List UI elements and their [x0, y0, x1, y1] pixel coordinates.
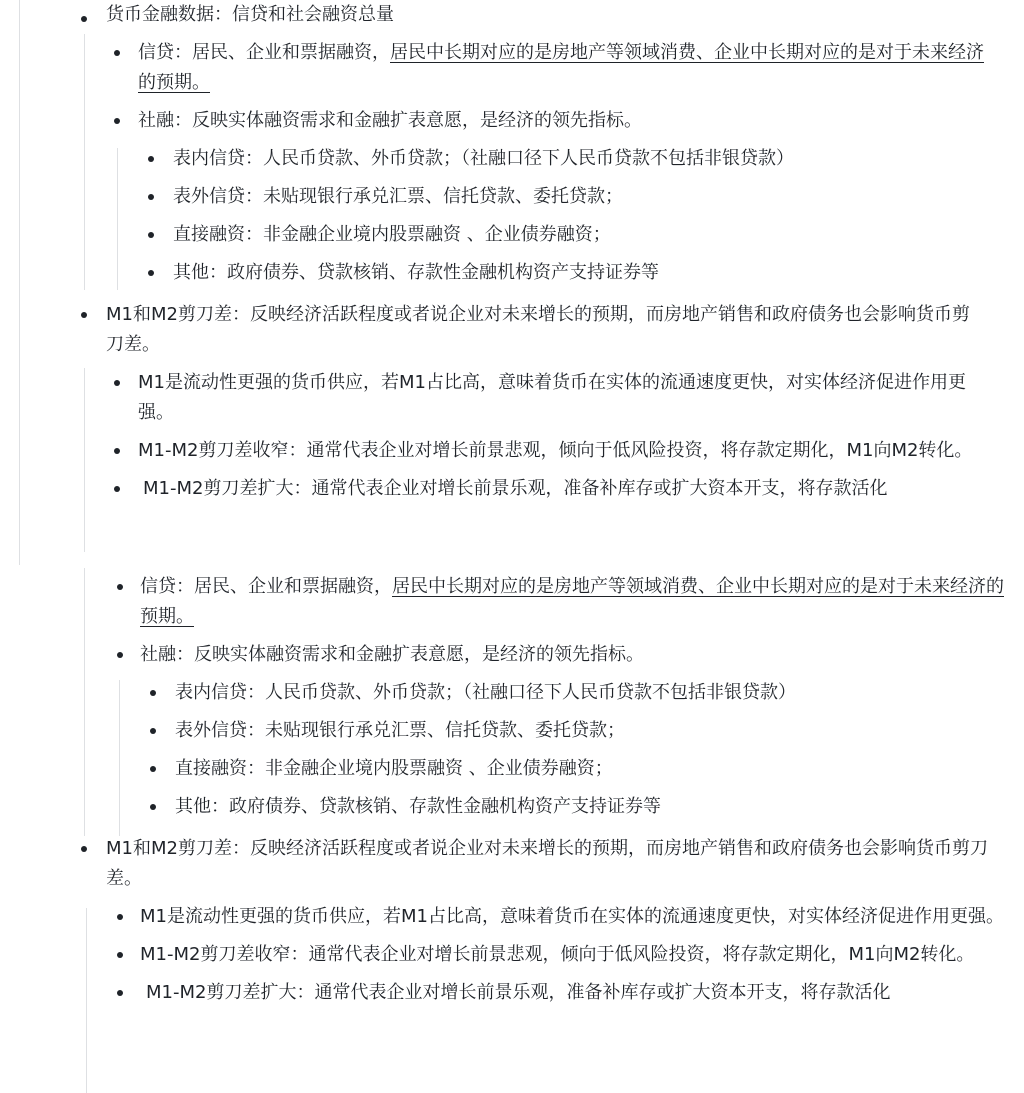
bullet-dot-icon	[150, 766, 156, 772]
list-item-off-balance-credit[interactable]	[0, 178, 1024, 216]
list-item-text: 社融：反映实体融资需求和金融扩表意愿，是经济的领先指标。	[140, 644, 644, 665]
list-item-text: 其他：政府债券、贷款核销、存款性金融机构资产支持证券等	[175, 796, 661, 817]
list-item-spread-narrowing[interactable]	[0, 936, 1024, 974]
list-item-text: M1和M2剪刀差：反映经济活跃程度或者说企业对未来增长的预期，而房地产销售和政府债务也会影响货币剪刀差。	[106, 838, 988, 889]
list-item-off-balance-credit[interactable]	[0, 712, 1024, 750]
list-item-social-financing[interactable]	[0, 636, 1024, 674]
bullet-dot-icon	[117, 952, 123, 958]
credit-underlined-text: 居民中长期对应的是房地产等领域消费、企业中长期对应的是对于未来经济的预期。	[140, 576, 1004, 627]
list-item-text: M1是流动性更强的货币供应，若M1占比高，意味着货币在实体的流通速度更快，对实体经济促进作用更强。	[138, 372, 966, 423]
bullet-dot-icon	[114, 486, 120, 492]
credit-prefix: 信贷：居民、企业和票据融资，	[138, 42, 390, 63]
list-item-text: M1-M2剪刀差收窄：通常代表企业对增长前景悲观，倾向于低风险投资，将存款定期化，M1向M2转化。	[140, 944, 975, 965]
list-item-text: M1-M2剪刀差扩大：通常代表企业对增长前景乐观，准备补库存或扩大资本开支，将存款活化	[146, 982, 891, 1003]
list-item-m1-m2-spread[interactable]	[0, 296, 1024, 364]
bullet-list	[0, 0, 1024, 508]
bullet-dot-icon	[114, 380, 120, 386]
bullet-dot-icon	[114, 448, 120, 454]
bullet-dot-icon	[81, 16, 87, 22]
list-item-text	[138, 34, 1024, 102]
list-item-text: M1和M2剪刀差：反映经济活跃程度或者说企业对未来增长的预期，而房地产销售和政府债务也会影响货币剪刀差。	[106, 304, 970, 355]
list-item-m1-liquidity[interactable]	[0, 898, 1024, 936]
list-item-text: 表外信贷：未贴现银行承兑汇票、信托贷款、委托贷款；	[173, 186, 623, 207]
bullet-dot-icon	[148, 232, 154, 238]
bullet-dot-icon	[150, 728, 156, 734]
document-block-1	[0, 0, 1024, 508]
list-item-text: 直接融资：非金融企业境内股票融资 、企业债券融资；	[175, 758, 613, 779]
bullet-dot-icon	[81, 846, 87, 852]
list-item-text: 货币金融数据：信贷和社会融资总量	[106, 4, 394, 25]
bullet-dot-icon	[148, 270, 154, 276]
bullet-dot-icon	[150, 690, 156, 696]
bullet-dot-icon	[148, 194, 154, 200]
bullet-dot-icon	[117, 990, 123, 996]
bullet-dot-icon	[117, 652, 123, 658]
list-item-direct-financing[interactable]	[0, 216, 1024, 254]
list-item-m1-liquidity[interactable]	[0, 364, 1024, 432]
list-item-on-balance-credit[interactable]	[0, 674, 1024, 712]
bullet-dot-icon	[117, 914, 123, 920]
list-item-text: 表外信贷：未贴现银行承兑汇票、信托贷款、委托贷款；	[175, 720, 625, 741]
bullet-dot-icon	[150, 804, 156, 810]
list-item-text: 直接融资：非金融企业境内股票融资 、企业债券融资；	[173, 224, 611, 245]
list-item-text	[140, 568, 1024, 636]
list-item-spread-narrowing[interactable]	[0, 432, 1024, 470]
list-item-text: 社融：反映实体融资需求和金融扩表意愿，是经济的领先指标。	[138, 110, 642, 131]
list-item-credit[interactable]	[0, 34, 1024, 102]
list-item-text: M1-M2剪刀差收窄：通常代表企业对增长前景悲观，倾向于低风险投资，将存款定期化，M1向M2转化。	[138, 440, 973, 461]
list-item-text: M1-M2剪刀差扩大：通常代表企业对增长前景乐观，准备补库存或扩大资本开支，将存款活化	[143, 478, 888, 499]
list-item-monetary-data[interactable]	[0, 0, 1024, 34]
bullet-dot-icon	[114, 118, 120, 124]
bullet-list	[0, 568, 1024, 1012]
list-item-text: 其他：政府债券、贷款核销、存款性金融机构资产支持证券等	[173, 262, 659, 283]
list-item-spread-widening[interactable]	[0, 974, 1024, 1012]
list-item-credit[interactable]	[0, 568, 1024, 636]
bullet-dot-icon	[81, 312, 87, 318]
list-item-on-balance-credit[interactable]	[0, 140, 1024, 178]
list-item-text: 表内信贷：人民币贷款、外币贷款；（社融口径下人民币贷款不包括非银贷款）	[175, 682, 796, 703]
credit-underlined-text: 居民中长期对应的是房地产等领域消费、企业中长期对应的是对于未来经济的预期。	[138, 42, 984, 93]
list-item-text: M1是流动性更强的货币供应，若M1占比高，意味着货币在实体的流通速度更快，对实体经济促进作用更强。	[140, 906, 1004, 927]
list-item-other[interactable]	[0, 254, 1024, 292]
bullet-dot-icon	[148, 156, 154, 162]
document-block-2	[0, 568, 1024, 1012]
list-item-social-financing[interactable]	[0, 102, 1024, 140]
list-item-direct-financing[interactable]	[0, 750, 1024, 788]
credit-prefix: 信贷：居民、企业和票据融资，	[140, 576, 392, 597]
list-item-other[interactable]	[0, 788, 1024, 826]
list-item-spread-widening[interactable]	[0, 470, 1024, 508]
list-item-m1-m2-spread[interactable]	[0, 830, 1024, 898]
bullet-dot-icon	[114, 50, 120, 56]
list-item-text: 表内信贷：人民币贷款、外币贷款；（社融口径下人民币贷款不包括非银贷款）	[173, 148, 794, 169]
bullet-dot-icon	[117, 584, 123, 590]
